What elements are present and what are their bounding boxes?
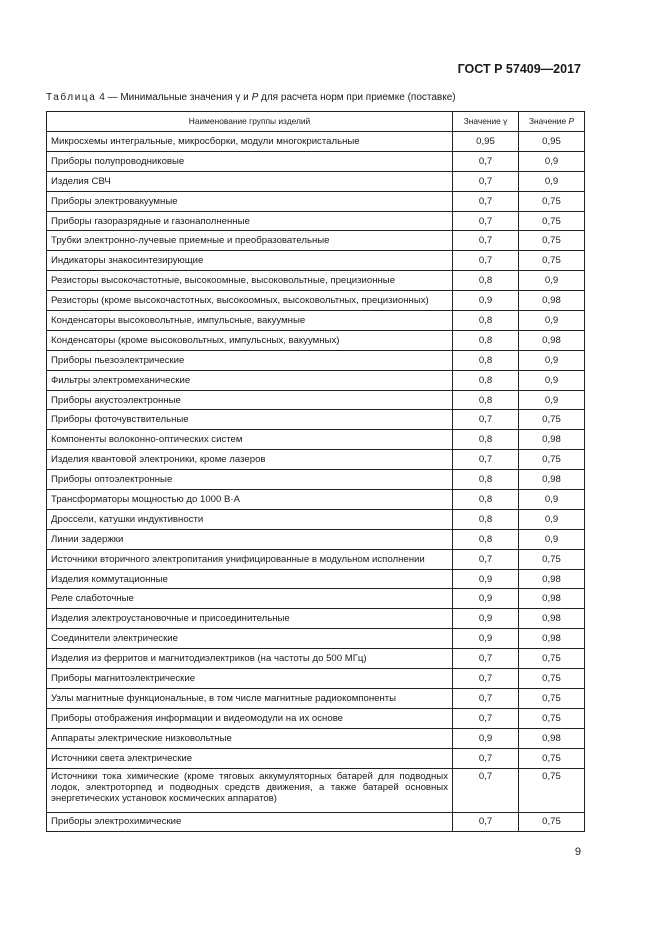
- table-row: [47, 708, 585, 728]
- gamma-value-cell: 0,7: [453, 191, 519, 211]
- p-value-cell: 0,98: [519, 589, 585, 609]
- p-value-cell: 0,75: [519, 669, 585, 689]
- table-row: [47, 509, 585, 529]
- header-gamma-symbol: γ: [503, 116, 508, 126]
- group-name-cell: Конденсаторы (кроме высоковольтных, импульсных, вакуумных): [47, 330, 453, 350]
- gamma-value-cell: 0,9: [453, 291, 519, 311]
- gamma-value-cell: 0,7: [453, 812, 519, 832]
- table-row: [47, 490, 585, 510]
- group-name-cell: Фильтры электромеханические: [47, 370, 453, 390]
- p-value-cell: 0,75: [519, 768, 585, 812]
- gamma-value-cell: 0,7: [453, 549, 519, 569]
- table-row: [47, 430, 585, 450]
- p-value-cell: 0,75: [519, 231, 585, 251]
- group-name-cell: Приборы полупроводниковые: [47, 151, 453, 171]
- gamma-value-cell: 0,8: [453, 390, 519, 410]
- gamma-value-cell: 0,8: [453, 350, 519, 370]
- p-value-cell: 0,98: [519, 609, 585, 629]
- p-value-cell: 0,9: [519, 311, 585, 331]
- group-name-cell: Дроссели, катушки индуктивности: [47, 509, 453, 529]
- table-row: [47, 231, 585, 251]
- p-value-cell: 0,9: [519, 529, 585, 549]
- table-row: [47, 629, 585, 649]
- gamma-value-cell: 0,7: [453, 211, 519, 231]
- table-row: [47, 569, 585, 589]
- group-name-cell: Микросхемы интегральные, микросборки, модули многокристальные: [47, 132, 453, 152]
- table-body: [47, 132, 585, 832]
- table-row: [47, 151, 585, 171]
- p-value-cell: 0,98: [519, 569, 585, 589]
- group-name-cell: Соединители электрические: [47, 629, 453, 649]
- group-name-cell: Изделия квантовой электроники, кроме лазеров: [47, 450, 453, 470]
- group-name-cell: Узлы магнитные функциональные, в том числе магнитные радиокомпоненты: [47, 688, 453, 708]
- p-value-cell: 0,9: [519, 509, 585, 529]
- gamma-value-cell: 0,7: [453, 748, 519, 768]
- gamma-value-cell: 0,8: [453, 330, 519, 350]
- table-row: [47, 470, 585, 490]
- p-value-cell: 0,75: [519, 191, 585, 211]
- group-name-cell: Трансформаторы мощностью до 1000 В·А: [47, 490, 453, 510]
- group-name-cell: Приборы магнитоэлектрические: [47, 669, 453, 689]
- table-row: [47, 728, 585, 748]
- table-caption-symbol-gamma: γ: [235, 92, 241, 103]
- p-value-cell: 0,98: [519, 430, 585, 450]
- p-value-cell: 0,98: [519, 291, 585, 311]
- table-row: [47, 609, 585, 629]
- table-row: [47, 291, 585, 311]
- header-gamma-value: [453, 112, 519, 132]
- group-name-cell: Изделия СВЧ: [47, 171, 453, 191]
- gamma-value-cell: 0,9: [453, 629, 519, 649]
- table-row: [47, 410, 585, 430]
- table-row: [47, 271, 585, 291]
- group-name-cell: Приборы фоточувствительные: [47, 410, 453, 430]
- gamma-value-cell: 0,9: [453, 609, 519, 629]
- table-row: [47, 370, 585, 390]
- table-row: [47, 132, 585, 152]
- group-name-cell: Изделия коммутационные: [47, 569, 453, 589]
- table-row: [47, 669, 585, 689]
- table-caption-number: 4: [99, 92, 105, 103]
- table-row: [47, 688, 585, 708]
- p-value-cell: 0,9: [519, 490, 585, 510]
- p-value-cell: 0,9: [519, 350, 585, 370]
- gamma-value-cell: 0,7: [453, 410, 519, 430]
- table-caption: [46, 92, 456, 103]
- group-name-cell: Линии задержки: [47, 529, 453, 549]
- p-value-cell: 0,98: [519, 470, 585, 490]
- table-caption-text-after: для расчета норм при приемке (поставке): [258, 92, 456, 103]
- p-value-cell: 0,75: [519, 251, 585, 271]
- p-value-cell: 0,95: [519, 132, 585, 152]
- table-row: [47, 330, 585, 350]
- table-row: [47, 649, 585, 669]
- p-value-cell: 0,75: [519, 410, 585, 430]
- gamma-value-cell: 0,7: [453, 649, 519, 669]
- p-value-cell: 0,75: [519, 450, 585, 470]
- group-name-cell: Резисторы (кроме высокочастотных, высокоомных, высоковольтных, прецизионных): [47, 291, 453, 311]
- table-row: [47, 768, 585, 812]
- table-caption-symbol-p: P: [251, 92, 259, 103]
- p-value-cell: 0,98: [519, 330, 585, 350]
- table-row: [47, 589, 585, 609]
- table-row: [47, 549, 585, 569]
- gamma-value-cell: 0,8: [453, 311, 519, 331]
- header-p-value: [519, 112, 585, 132]
- table-caption-word: Таблица: [46, 92, 97, 103]
- gamma-value-cell: 0,7: [453, 171, 519, 191]
- gamma-value-cell: 0,7: [453, 669, 519, 689]
- header-gamma-prefix: Значение: [463, 116, 504, 126]
- group-name-cell: Изделия из ферритов и магнитодиэлектриков (на частоты до 500 МГц): [47, 649, 453, 669]
- group-name-cell: Аппараты электрические низковольтные: [47, 728, 453, 748]
- header-p-prefix: Значение: [528, 116, 569, 126]
- gamma-value-cell: 0,8: [453, 271, 519, 291]
- gamma-value-cell: 0,7: [453, 688, 519, 708]
- gamma-value-cell: 0,9: [453, 728, 519, 748]
- table-row: [47, 450, 585, 470]
- group-name-cell: Изделия электроустановочные и присоединительные: [47, 609, 453, 629]
- table-row: [47, 171, 585, 191]
- table-row: [47, 812, 585, 832]
- table-row: [47, 350, 585, 370]
- p-value-cell: 0,98: [519, 629, 585, 649]
- p-value-cell: 0,98: [519, 728, 585, 748]
- table-row: [47, 748, 585, 768]
- p-value-cell: 0,9: [519, 171, 585, 191]
- table-row: [47, 311, 585, 331]
- document-code: ГОСТ Р 57409—2017: [457, 62, 581, 76]
- group-name-cell: Приборы пьезоэлектрические: [47, 350, 453, 370]
- gamma-value-cell: 0,8: [453, 490, 519, 510]
- table-row: [47, 390, 585, 410]
- table-caption-text-before: — Минимальные значения: [104, 92, 236, 103]
- p-value-cell: 0,75: [519, 708, 585, 728]
- group-name-cell: Источники тока химические (кроме тяговых аккумуляторных батарей для подводных лодок, электроторпед и подводных средств движения, а также батарей основных энергетических установок космических аппаратов): [47, 768, 453, 812]
- gamma-value-cell: 0,8: [453, 509, 519, 529]
- group-name-cell: Источники вторичного электропитания унифицированные в модульном исполнении: [47, 549, 453, 569]
- header-p-symbol: P: [568, 116, 575, 126]
- group-name-cell: Приборы отображения информации и видеомодули на их основе: [47, 708, 453, 728]
- group-name-cell: Реле слаботочные: [47, 589, 453, 609]
- gamma-value-cell: 0,7: [453, 251, 519, 271]
- p-value-cell: 0,9: [519, 370, 585, 390]
- p-value-cell: 0,9: [519, 151, 585, 171]
- p-value-cell: 0,9: [519, 390, 585, 410]
- group-name-cell: Индикаторы знакосинтезирующие: [47, 251, 453, 271]
- table-header-row: [47, 112, 585, 132]
- group-name-cell: Приборы оптоэлектронные: [47, 470, 453, 490]
- p-value-cell: 0,75: [519, 649, 585, 669]
- group-name-cell: Трубки электронно-лучевые приемные и преобразовательные: [47, 231, 453, 251]
- gamma-value-cell: 0,95: [453, 132, 519, 152]
- table-row: [47, 251, 585, 271]
- norms-table: [46, 111, 585, 832]
- gamma-value-cell: 0,9: [453, 589, 519, 609]
- gamma-value-cell: 0,7: [453, 708, 519, 728]
- group-name-cell: Источники света электрические: [47, 748, 453, 768]
- p-value-cell: 0,75: [519, 549, 585, 569]
- group-name-cell: Приборы акустоэлектронные: [47, 390, 453, 410]
- group-name-cell: Приборы газоразрядные и газонаполненные: [47, 211, 453, 231]
- gamma-value-cell: 0,7: [453, 231, 519, 251]
- group-name-cell: Приборы электрохимические: [47, 812, 453, 832]
- table-row: [47, 191, 585, 211]
- gamma-value-cell: 0,8: [453, 370, 519, 390]
- p-value-cell: 0,75: [519, 688, 585, 708]
- gamma-value-cell: 0,7: [453, 768, 519, 812]
- page-number: 9: [574, 846, 581, 858]
- gamma-value-cell: 0,7: [453, 151, 519, 171]
- p-value-cell: 0,75: [519, 211, 585, 231]
- p-value-cell: 0,9: [519, 271, 585, 291]
- group-name-cell: Резисторы высокочастотные, высокоомные, высоковольтные, прецизионные: [47, 271, 453, 291]
- table-caption-and: и: [240, 92, 252, 103]
- group-name-cell: Компоненты волоконно-оптических систем: [47, 430, 453, 450]
- group-name-cell: Конденсаторы высоковольтные, импульсные, вакуумные: [47, 311, 453, 331]
- table-row: [47, 211, 585, 231]
- gamma-value-cell: 0,8: [453, 430, 519, 450]
- header-group-name: Наименование группы изделий: [47, 112, 453, 132]
- gamma-value-cell: 0,7: [453, 450, 519, 470]
- table-row: [47, 529, 585, 549]
- group-name-cell: Приборы электровакуумные: [47, 191, 453, 211]
- gamma-value-cell: 0,8: [453, 529, 519, 549]
- gamma-value-cell: 0,8: [453, 470, 519, 490]
- p-value-cell: 0,75: [519, 812, 585, 832]
- gamma-value-cell: 0,9: [453, 569, 519, 589]
- p-value-cell: 0,75: [519, 748, 585, 768]
